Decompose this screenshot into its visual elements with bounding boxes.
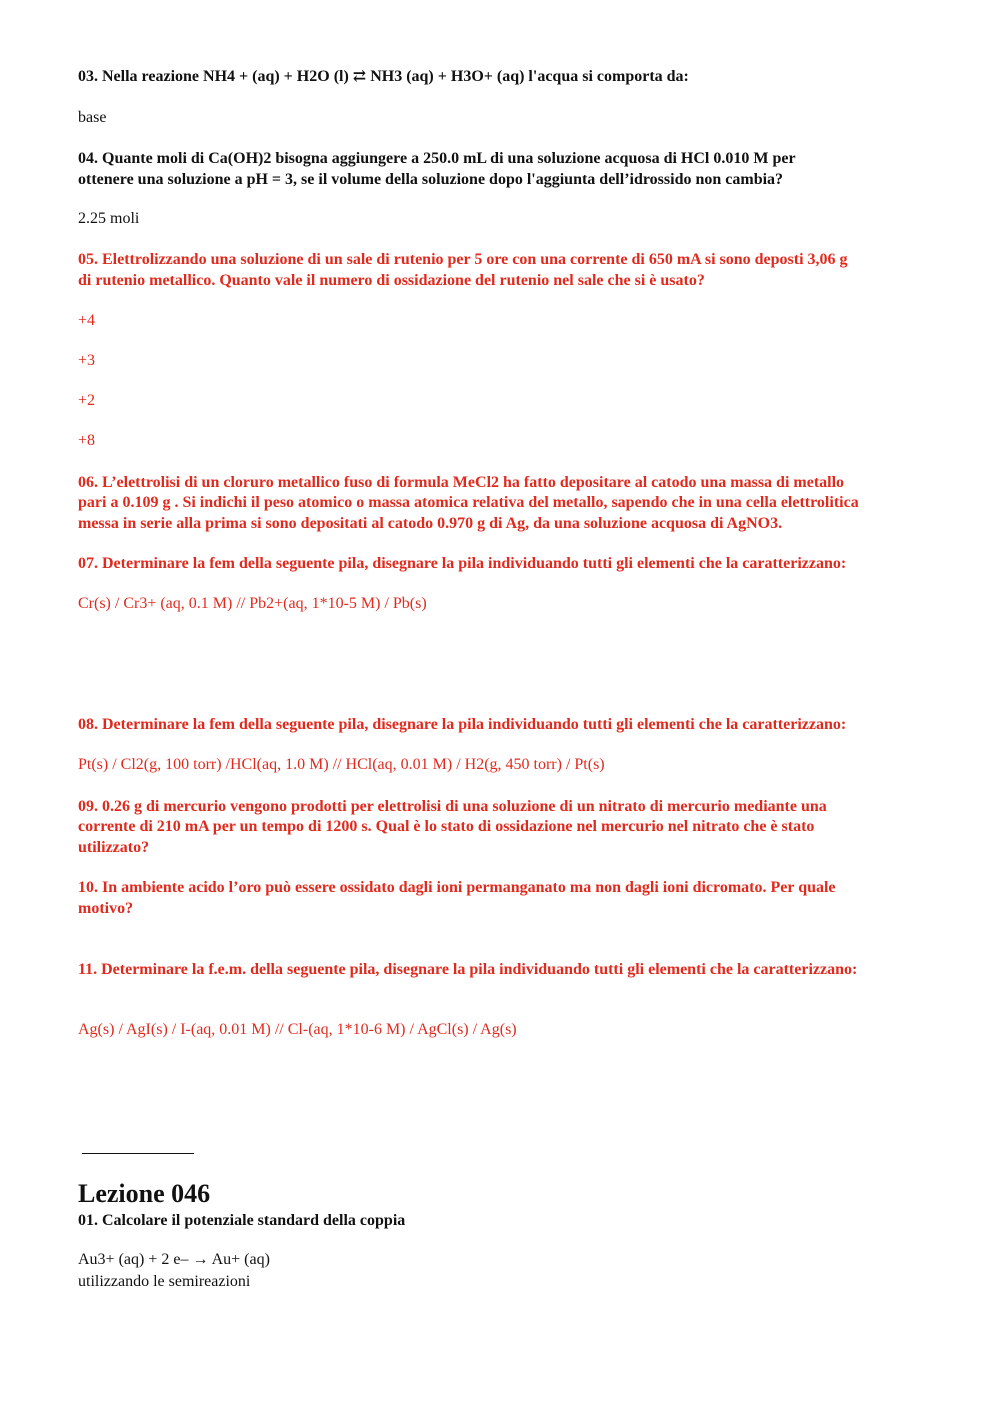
lesson-question-01-reaction: Au3+ (aq) + 2 e– → Au+ (aq) <box>78 1251 270 1268</box>
question-05-option: +4 <box>78 312 96 329</box>
page-header-mark: — · — <box>490 0 505 3</box>
question-11-cell-notation: Ag(s) / AgI(s) / I-(aq, 0.01 M) // Cl-(aq, 1*10-6 M) / AgCl(s) / Ag(s) <box>78 1021 517 1038</box>
question-09-line-2: corrente di 210 mA per un tempo di 1200 s. Qual è lo stato di ossidazione nel mercurio nel nitrato che è stato <box>78 818 815 835</box>
question-03-answer: base <box>78 109 107 126</box>
question-05-option: +2 <box>78 392 96 409</box>
question-05-line-2: di rutenio metallico. Quanto vale il numero di ossidazione del rutenio nel sale che si è usato? <box>78 272 705 289</box>
question-09-line-3: utilizzato? <box>78 839 150 856</box>
lesson-question-01-followup: utilizzando le semireazioni <box>78 1273 251 1290</box>
question-09-line-1: 09. 0.26 g di mercurio vengono prodotti per elettrolisi di una soluzione di un nitrato di mercurio mediante una <box>78 798 827 815</box>
question-03-text: 03. Nella reazione NH4 + (aq) + H2O (l) ⇄ NH3 (aq) + H3O+ (aq) l'acqua si comporta da: <box>78 68 689 85</box>
question-05-line-1: 05. Elettrolizzando una soluzione di un sale di rutenio per 5 ore con una corrente di 650 mA si sono deposti 3,06 g <box>78 251 848 268</box>
question-06-line-2: pari a 0.109 g . Si indichi il peso atomico o massa atomica relativa del metallo, sapendo che in una cella elettrolitica <box>78 494 859 511</box>
question-06-line-3: messa in serie alla prima si sono depositati al catodo 0.970 g di Ag, da una soluzione acquosa di AgNO3. <box>78 515 783 532</box>
question-05-option: +3 <box>78 352 96 369</box>
question-07-text: 07. Determinare la fem della seguente pila, disegnare la pila individuando tutti gli elementi che la caratterizzano: <box>78 555 847 572</box>
question-08-cell-notation: Pt(s) / Cl2(g, 100 torr) /HCl(aq, 1.0 M) // HCl(aq, 0.01 M) / H2(g, 450 torr) / Pt(s) <box>78 756 605 773</box>
question-07-cell-notation: Cr(s) / Cr3+ (aq, 0.1 M) // Pb2+(aq, 1*10-5 M) / Pb(s) <box>78 595 427 612</box>
question-04-line-2: ottenere una soluzione a pH = 3, se il volume della soluzione dopo l'aggiunta dell’idrossido non cambia? <box>78 171 784 188</box>
question-04-line-1: 04. Quante moli di Ca(OH)2 bisogna aggiungere a 250.0 mL di una soluzione acquosa di HCl 0.010 M per <box>78 150 796 167</box>
question-08-text: 08. Determinare la fem della seguente pila, disegnare la pila individuando tutti gli elementi che la caratterizzano: <box>78 716 847 733</box>
section-divider <box>82 1153 194 1154</box>
question-10-line-2: motivo? <box>78 900 134 917</box>
question-05-option: +8 <box>78 432 96 449</box>
question-04-answer: 2.25 moli <box>78 210 140 227</box>
lesson-question-01-text: 01. Calcolare il potenziale standard della coppia <box>78 1212 406 1229</box>
question-11-text: 11. Determinare la f.e.m. della seguente pila, disegnare la pila individuando tutti gli elementi che la caratterizzano: <box>78 961 858 978</box>
question-06-line-1: 06. L’elettrolisi di un cloruro metallico fuso di formula MeCl2 ha fatto depositare al catodo una massa di metallo <box>78 474 845 491</box>
lesson-title: Lezione 046 <box>78 1179 211 1208</box>
question-10-line-1: 10. In ambiente acido l’oro può essere ossidato dagli ioni permanganato ma non dagli ioni dicromato. Per quale <box>78 879 836 896</box>
